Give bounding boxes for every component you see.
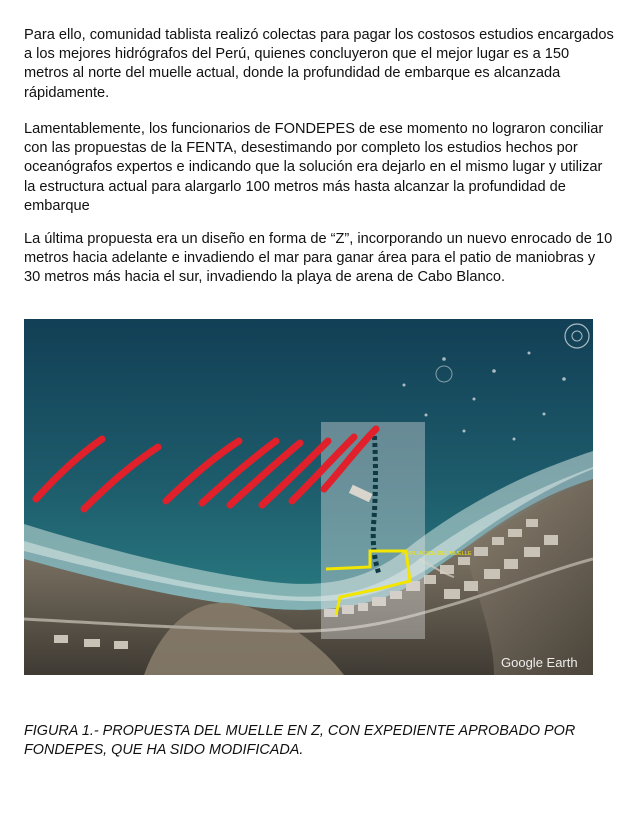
satellite-image <box>24 319 593 675</box>
paragraph-2: Lamentablemente, los funcionarios de FONDEPES de ese momento no lograron conciliar con las propuestas de la FENTA, desestimando por completo los estudios hechos por oceanógrafos expertos e indicando que la solución era dejarlo en el mismo lugar y utilizar la estructura actual para alargarlo 100 metros más hasta alcanzar la profundidad de embarque <box>24 121 604 214</box>
google-earth-watermark: Google Earth <box>501 655 578 670</box>
yellow-annotation: AMPLIACION DEL MUELLE <box>402 551 472 557</box>
paragraph-3: La última propuesta era un diseño en forma de “Z”, incorporando un nuevo enrocado de 10 metros hacia adelante e invadiendo el mar para ganar área para el patio de maniobras y 30 metros más hacia el sur, invadiendo la playa de arena de Cabo Blanco. <box>24 231 613 286</box>
figure-caption: FIGURA 1.- PROPUESTA DEL MUELLE EN Z, CON EXPEDIENTE APROBADO POR FONDEPES, QUE HA SIDO MODIFICADA. <box>24 723 576 758</box>
satellite-figure <box>24 319 593 675</box>
paragraph-1: Para ello, comunidad tablista realizó colectas para pagar los costosos estudios encargados a los mejores hidrógrafos del Perú, quienes concluyeron que el mejor lugar es a 150 metros al norte del muelle actual, donde la profundidad de embarque es alcanzada rápidamente. <box>24 27 614 101</box>
